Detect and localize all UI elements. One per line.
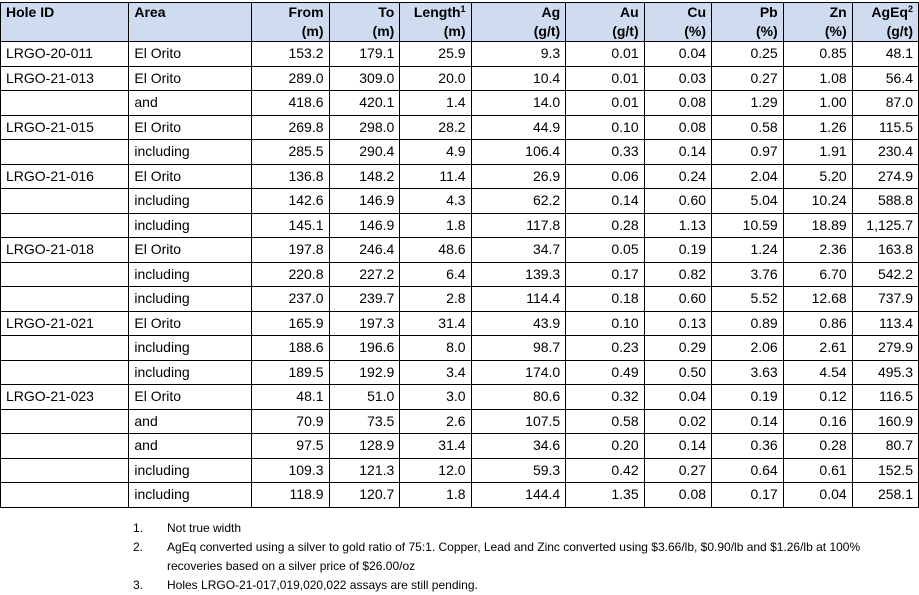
- table-cell: 139.3: [471, 262, 566, 287]
- table-cell: 9.3: [471, 42, 566, 67]
- table-cell: 418.6: [252, 91, 329, 116]
- table-cell: 0.25: [712, 42, 784, 67]
- table-cell: El Orito: [129, 66, 252, 91]
- footnote-marker: 2: [907, 4, 913, 14]
- table-cell: 227.2: [329, 262, 400, 287]
- table-cell: LRGO-21-018: [1, 238, 129, 263]
- header-to: [329, 3, 400, 22]
- table-cell: 0.01: [566, 66, 644, 91]
- table-cell: 0.19: [712, 385, 784, 410]
- table-cell: 1.00: [783, 91, 852, 116]
- header-hole-id: Hole ID: [1, 3, 129, 42]
- table-cell: 188.6: [252, 336, 329, 361]
- footnote-marker: 1: [460, 4, 466, 14]
- table-cell: including: [129, 360, 252, 385]
- table-cell: 106.4: [471, 140, 566, 165]
- table-cell: LRGO-21-021: [1, 311, 129, 336]
- table-cell: 114.4: [471, 287, 566, 312]
- table-cell: including: [129, 140, 252, 165]
- table-cell: 0.10: [566, 115, 644, 140]
- table-cell: [1, 336, 129, 361]
- table-cell: El Orito: [129, 42, 252, 67]
- table-row: [1, 115, 919, 140]
- table-cell: 11.4: [400, 164, 471, 189]
- table-row: [1, 42, 919, 67]
- table-cell: including: [129, 189, 252, 214]
- table-cell: 18.89: [783, 213, 852, 238]
- table-row: [1, 434, 919, 459]
- table-cell: 239.7: [329, 287, 400, 312]
- table-row: [1, 66, 919, 91]
- table-header: [1, 3, 919, 42]
- table-cell: including: [129, 336, 252, 361]
- header-unit: (%): [783, 21, 852, 42]
- table-cell: 26.9: [471, 164, 566, 189]
- table-cell: 0.08: [644, 91, 711, 116]
- header-unit: (g/t): [471, 21, 566, 42]
- table-cell: 1.24: [712, 238, 784, 263]
- table-cell: 87.0: [852, 91, 918, 116]
- table-cell: 1.4: [400, 91, 471, 116]
- table-cell: 0.16: [783, 409, 852, 434]
- footnote: [133, 538, 867, 576]
- table-cell: 6.4: [400, 262, 471, 287]
- table-row: [1, 458, 919, 483]
- table-cell: 5.04: [712, 189, 784, 214]
- table-cell: 12.68: [783, 287, 852, 312]
- table-cell: 0.05: [566, 238, 644, 263]
- table-cell: 0.82: [644, 262, 711, 287]
- table-cell: 117.8: [471, 213, 566, 238]
- table-cell: 0.18: [566, 287, 644, 312]
- header-ag: [471, 3, 566, 22]
- header-pb: [712, 3, 784, 22]
- table-cell: 2.8: [400, 287, 471, 312]
- table-cell: 98.7: [471, 336, 566, 361]
- table-cell: 0.42: [566, 458, 644, 483]
- table-cell: 0.64: [712, 458, 784, 483]
- table-cell: 0.01: [566, 42, 644, 67]
- header-label: Ag: [541, 4, 561, 20]
- table-cell: [1, 360, 129, 385]
- table-row: [1, 189, 919, 214]
- table-cell: 0.17: [712, 483, 784, 508]
- table-row: [1, 287, 919, 312]
- drill-results-table: [0, 2, 919, 508]
- table-cell: 0.08: [644, 115, 711, 140]
- header-length: [400, 3, 471, 22]
- table-cell: 274.9: [852, 164, 918, 189]
- table-cell: 163.8: [852, 238, 918, 263]
- table-cell: 153.2: [252, 42, 329, 67]
- table-cell: 3.0: [400, 385, 471, 410]
- table-row: [1, 311, 919, 336]
- table-cell: 0.33: [566, 140, 644, 165]
- table-cell: 0.04: [644, 42, 711, 67]
- table-cell: 48.1: [252, 385, 329, 410]
- table-cell: 4.54: [783, 360, 852, 385]
- table-cell: 220.8: [252, 262, 329, 287]
- table-cell: 246.4: [329, 238, 400, 263]
- table-cell: 120.7: [329, 483, 400, 508]
- table-cell: and: [129, 409, 252, 434]
- table-cell: 152.5: [852, 458, 918, 483]
- table-cell: 142.6: [252, 189, 329, 214]
- footnote: [133, 576, 867, 595]
- table-cell: [1, 483, 129, 508]
- table-cell: 1.26: [783, 115, 852, 140]
- table-cell: 0.86: [783, 311, 852, 336]
- table-cell: 0.17: [566, 262, 644, 287]
- table-cell: 34.6: [471, 434, 566, 459]
- table-cell: 28.2: [400, 115, 471, 140]
- table-cell: 0.58: [566, 409, 644, 434]
- table-cell: 0.60: [644, 287, 711, 312]
- table-cell: 289.0: [252, 66, 329, 91]
- table-cell: 48.6: [400, 238, 471, 263]
- table-cell: 165.9: [252, 311, 329, 336]
- header-label: Zn: [829, 4, 847, 20]
- table-cell: 20.0: [400, 66, 471, 91]
- footnotes: [133, 519, 867, 595]
- table-cell: 0.49: [566, 360, 644, 385]
- header-area: Area: [129, 3, 252, 42]
- table-cell: [1, 262, 129, 287]
- header-unit: (g/t): [852, 21, 918, 42]
- table-cell: 0.28: [566, 213, 644, 238]
- table-cell: 80.7: [852, 434, 918, 459]
- table-cell: 179.1: [329, 42, 400, 67]
- table-cell: 0.14: [644, 434, 711, 459]
- table-cell: 420.1: [329, 91, 400, 116]
- table-cell: 0.27: [644, 458, 711, 483]
- table-cell: 1.8: [400, 213, 471, 238]
- table-cell: 10.4: [471, 66, 566, 91]
- table-cell: 146.9: [329, 213, 400, 238]
- table-cell: 70.9: [252, 409, 329, 434]
- table-cell: [1, 409, 129, 434]
- table-cell: 0.61: [783, 458, 852, 483]
- table-cell: [1, 434, 129, 459]
- table-cell: 197.3: [329, 311, 400, 336]
- table-cell: [1, 213, 129, 238]
- table-cell: 6.70: [783, 262, 852, 287]
- table-cell: 0.01: [566, 91, 644, 116]
- table-cell: 0.14: [712, 409, 784, 434]
- footnote-number: 2.: [133, 540, 144, 554]
- table-cell: 80.6: [471, 385, 566, 410]
- table-cell: 116.5: [852, 385, 918, 410]
- table-cell: 237.0: [252, 287, 329, 312]
- table-cell: 0.32: [566, 385, 644, 410]
- table-cell: 0.89: [712, 311, 784, 336]
- table-cell: 51.0: [329, 385, 400, 410]
- table-row: [1, 409, 919, 434]
- table-cell: LRGO-20-011: [1, 42, 129, 67]
- header-label: To: [378, 4, 395, 20]
- table-cell: LRGO-21-015: [1, 115, 129, 140]
- header-unit: (%): [712, 21, 784, 42]
- table-cell: 285.5: [252, 140, 329, 165]
- header-cu: [644, 3, 711, 22]
- table-cell: 121.3: [329, 458, 400, 483]
- table-cell: 0.58: [712, 115, 784, 140]
- table-cell: 3.63: [712, 360, 784, 385]
- header-from: [252, 3, 329, 22]
- table-cell: 588.8: [852, 189, 918, 214]
- table-row: [1, 360, 919, 385]
- table-cell: 192.9: [329, 360, 400, 385]
- table-cell: 269.8: [252, 115, 329, 140]
- table-cell: 145.1: [252, 213, 329, 238]
- table-cell: El Orito: [129, 311, 252, 336]
- table-cell: El Orito: [129, 164, 252, 189]
- table-cell: including: [129, 262, 252, 287]
- table-cell: 4.9: [400, 140, 471, 165]
- header-label: From: [288, 4, 324, 20]
- table-cell: 115.5: [852, 115, 918, 140]
- table-cell: 2.6: [400, 409, 471, 434]
- table-cell: El Orito: [129, 238, 252, 263]
- table-cell: LRGO-21-016: [1, 164, 129, 189]
- table-cell: 495.3: [852, 360, 918, 385]
- table-cell: 3.76: [712, 262, 784, 287]
- table-cell: and: [129, 91, 252, 116]
- table-row: [1, 140, 919, 165]
- table-cell: [1, 189, 129, 214]
- header-unit: (m): [400, 21, 471, 42]
- table-cell: 0.02: [644, 409, 711, 434]
- table-cell: 14.0: [471, 91, 566, 116]
- table-cell: 4.3: [400, 189, 471, 214]
- header-label: Cu: [687, 4, 707, 20]
- table-cell: 174.0: [471, 360, 566, 385]
- table-cell: [1, 458, 129, 483]
- table-row: [1, 262, 919, 287]
- table-cell: 0.08: [644, 483, 711, 508]
- table-cell: 2.04: [712, 164, 784, 189]
- table-cell: 0.14: [644, 140, 711, 165]
- table-cell: 0.10: [566, 311, 644, 336]
- table-cell: 136.8: [252, 164, 329, 189]
- table-cell: 1.8: [400, 483, 471, 508]
- table-cell: 109.3: [252, 458, 329, 483]
- table-cell: 309.0: [329, 66, 400, 91]
- table-cell: 73.5: [329, 409, 400, 434]
- header-unit: (%): [644, 21, 711, 42]
- table-cell: [1, 91, 129, 116]
- table-cell: 62.2: [471, 189, 566, 214]
- table-cell: 0.20: [566, 434, 644, 459]
- table-cell: 144.4: [471, 483, 566, 508]
- table-cell: 279.9: [852, 336, 918, 361]
- table-cell: 10.24: [783, 189, 852, 214]
- table-cell: 737.9: [852, 287, 918, 312]
- table-row: [1, 213, 919, 238]
- table-cell: 5.52: [712, 287, 784, 312]
- table-cell: including: [129, 287, 252, 312]
- table-cell: 0.04: [644, 385, 711, 410]
- table-cell: 1.08: [783, 66, 852, 91]
- table-cell: 189.5: [252, 360, 329, 385]
- table-cell: 2.61: [783, 336, 852, 361]
- table-body: [1, 42, 919, 508]
- table-cell: 2.06: [712, 336, 784, 361]
- table-cell: 0.28: [783, 434, 852, 459]
- table-row: [1, 238, 919, 263]
- table-cell: 12.0: [400, 458, 471, 483]
- table-cell: 0.97: [712, 140, 784, 165]
- table-cell: 0.19: [644, 238, 711, 263]
- table-cell: 0.29: [644, 336, 711, 361]
- table-cell: 0.60: [644, 189, 711, 214]
- header-label: AgEq: [871, 4, 908, 20]
- table-cell: 0.23: [566, 336, 644, 361]
- table-cell: El Orito: [129, 385, 252, 410]
- table-cell: 10.59: [712, 213, 784, 238]
- table-row: [1, 336, 919, 361]
- table-cell: 56.4: [852, 66, 918, 91]
- header-label: Au: [619, 4, 639, 20]
- table-cell: 196.6: [329, 336, 400, 361]
- table-cell: 128.9: [329, 434, 400, 459]
- table-cell: 0.85: [783, 42, 852, 67]
- table-cell: 5.20: [783, 164, 852, 189]
- table-cell: 0.13: [644, 311, 711, 336]
- table-cell: LRGO-21-013: [1, 66, 129, 91]
- table-row: [1, 164, 919, 189]
- table-cell: 1.29: [712, 91, 784, 116]
- table-cell: 0.27: [712, 66, 784, 91]
- table-cell: including: [129, 458, 252, 483]
- table-cell: 0.14: [566, 189, 644, 214]
- table-cell: 0.12: [783, 385, 852, 410]
- table-cell: 1,125.7: [852, 213, 918, 238]
- header-unit: (g/t): [566, 21, 644, 42]
- table-cell: 0.24: [644, 164, 711, 189]
- table-cell: 107.5: [471, 409, 566, 434]
- header-au: [566, 3, 644, 22]
- table-cell: 0.36: [712, 434, 784, 459]
- table-cell: 148.2: [329, 164, 400, 189]
- table-cell: 258.1: [852, 483, 918, 508]
- footnote: [133, 519, 867, 538]
- table-cell: 160.9: [852, 409, 918, 434]
- table-row: [1, 91, 919, 116]
- table-row: [1, 385, 919, 410]
- table-cell: 2.36: [783, 238, 852, 263]
- table-cell: [1, 287, 129, 312]
- header-label: Length: [413, 4, 461, 20]
- table-cell: 3.4: [400, 360, 471, 385]
- table-cell: 146.9: [329, 189, 400, 214]
- table-cell: 542.2: [852, 262, 918, 287]
- table-cell: 197.8: [252, 238, 329, 263]
- table-cell: 97.5: [252, 434, 329, 459]
- table-cell: 31.4: [400, 311, 471, 336]
- table-cell: 0.50: [644, 360, 711, 385]
- header-zn: [783, 3, 852, 22]
- table-cell: 0.04: [783, 483, 852, 508]
- table-cell: 43.9: [471, 311, 566, 336]
- table-cell: 113.4: [852, 311, 918, 336]
- table-row: [1, 483, 919, 508]
- header-ageq: [852, 3, 918, 22]
- table-cell: 44.9: [471, 115, 566, 140]
- table-cell: including: [129, 483, 252, 508]
- table-cell: 34.7: [471, 238, 566, 263]
- header-label: Pb: [759, 4, 778, 20]
- footnote-number: 1.: [133, 521, 144, 535]
- footnote-text: AgEq converted using a silver to gold ratio of 75:1. Copper, Lead and Zinc converted using $3.66/lb, $0.90/lb and $1.26/lb at 100% recoveries based on a silver price of $26.00/oz: [167, 540, 861, 573]
- table-cell: 0.03: [644, 66, 711, 91]
- table-cell: 0.06: [566, 164, 644, 189]
- table-cell: 31.4: [400, 434, 471, 459]
- header-unit: (m): [329, 21, 400, 42]
- table-cell: LRGO-21-023: [1, 385, 129, 410]
- table-cell: 25.9: [400, 42, 471, 67]
- table-cell: 48.1: [852, 42, 918, 67]
- table-cell: [1, 140, 129, 165]
- footnote-number: 3.: [133, 578, 144, 592]
- table-cell: including: [129, 213, 252, 238]
- table-cell: and: [129, 434, 252, 459]
- table-cell: 230.4: [852, 140, 918, 165]
- table-cell: 298.0: [329, 115, 400, 140]
- footnote-text: Holes LRGO-21-017,019,020,022 assays are still pending.: [167, 578, 478, 592]
- header-unit: (m): [252, 21, 329, 42]
- table-cell: El Orito: [129, 115, 252, 140]
- footnote-text: Not true width: [167, 521, 242, 535]
- table-cell: 1.13: [644, 213, 711, 238]
- table-cell: 290.4: [329, 140, 400, 165]
- table-cell: 1.91: [783, 140, 852, 165]
- table-cell: 8.0: [400, 336, 471, 361]
- table-cell: 59.3: [471, 458, 566, 483]
- table-cell: 118.9: [252, 483, 329, 508]
- table-cell: 1.35: [566, 483, 644, 508]
